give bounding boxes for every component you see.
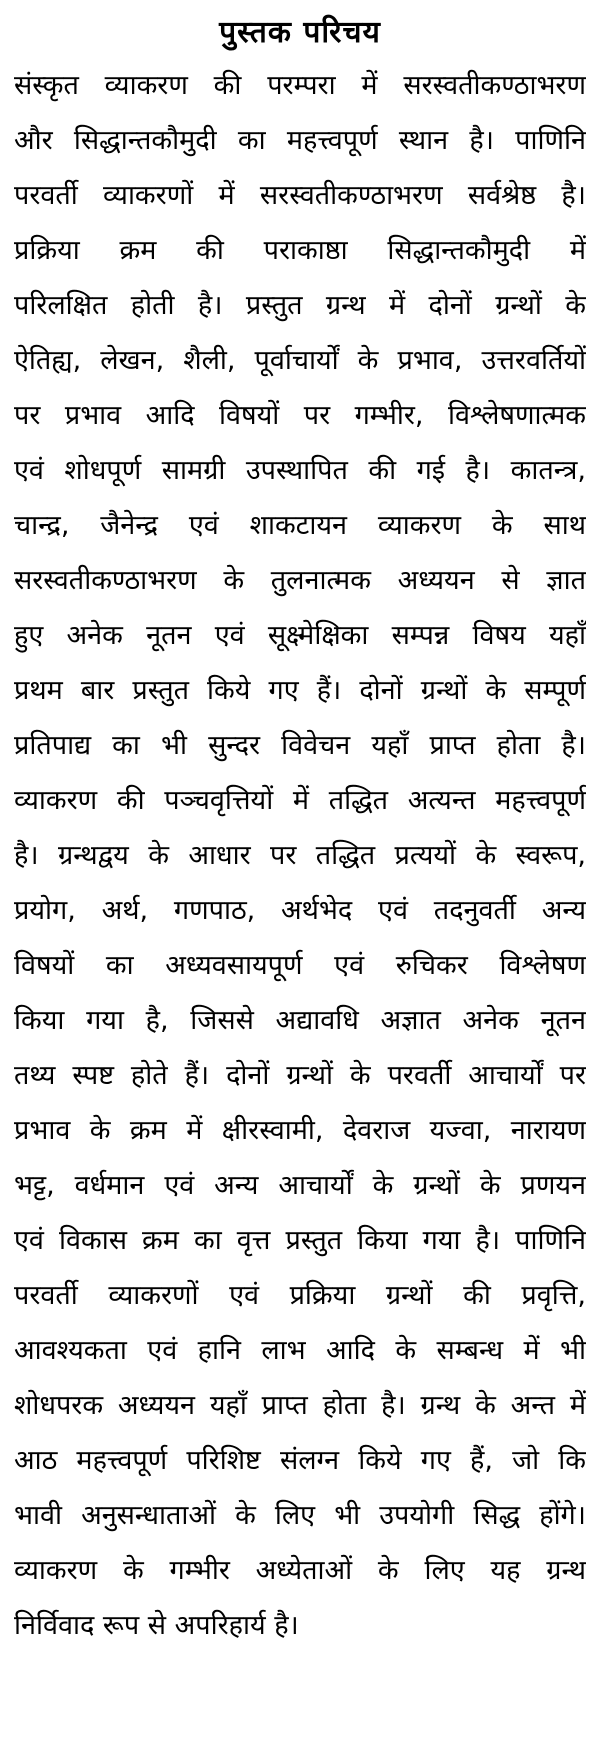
text-line: भट्ट, वर्धमान एवं अन्य आचार्यों के ग्रन्थों के प्रणयन bbox=[14, 1170, 586, 1201]
text-line: प्रयोग, अर्थ, गणपाठ, अर्थभेद एवं तदनुवर्ती अन्य bbox=[14, 895, 586, 926]
text-line: किया गया है, जिससे अद्यावधि अज्ञात अनेक नूतन bbox=[14, 1005, 586, 1036]
body-text bbox=[14, 58, 586, 1653]
text-line: है। ग्रन्थद्वय के आधार पर तद्धित प्रत्ययों के स्वरूप, bbox=[14, 840, 586, 871]
text-line: संस्कृत व्याकरण की परम्परा में सरस्वतीकण्ठाभरण bbox=[14, 70, 586, 101]
text-line: भावी अनुसन्धाताओं के लिए भी उपयोगी सिद्ध होंगे। bbox=[14, 1500, 586, 1531]
text-line: ऐतिह्य, लेखन, शैली, पूर्वाचार्यों के प्रभाव, उत्तरवर्तियों bbox=[14, 345, 586, 376]
text-line: हुए अनेक नूतन एवं सूक्ष्मेक्षिका सम्पन्न विषय यहाँ bbox=[14, 620, 586, 651]
text-line: प्रभाव के क्रम में क्षीरस्वामी, देवराज यज्वा, नारायण bbox=[14, 1115, 586, 1146]
text-line: तथ्य स्पष्ट होते हैं। दोनों ग्रन्थों के परवर्ती आचार्यों पर bbox=[14, 1060, 586, 1091]
page-title: पुस्तक परिचय bbox=[219, 15, 381, 50]
text-line: विषयों का अध्यवसायपूर्ण एवं रुचिकर विश्लेषण bbox=[14, 950, 586, 981]
text-line: चान्द्र, जैनेन्द्र एवं शाकटायन व्याकरण के साथ bbox=[14, 510, 586, 541]
text-line: एवं शोधपूर्ण सामग्री उपस्थापित की गई है। कातन्त्र, bbox=[14, 455, 586, 486]
text-line: सरस्वतीकण्ठाभरण के तुलनात्मक अध्ययन से ज्ञात bbox=[14, 565, 586, 596]
text-line: प्रथम बार प्रस्तुत किये गए हैं। दोनों ग्रन्थों के सम्पूर्ण bbox=[14, 675, 586, 706]
text-line: और सिद्धान्तकौमुदी का महत्त्वपूर्ण स्थान है। पाणिनि bbox=[14, 125, 586, 156]
text-line: परिलक्षित होती है। प्रस्तुत ग्रन्थ में दोनों ग्रन्थों के bbox=[14, 290, 586, 321]
text-line: प्रक्रिया क्रम की पराकाष्ठा सिद्धान्तकौमुदी में bbox=[14, 235, 586, 266]
text-line: शोधपरक अध्ययन यहाँ प्राप्त होता है। ग्रन्थ के अन्त में bbox=[14, 1390, 586, 1421]
text-line: आठ महत्त्वपूर्ण परिशिष्ट संलग्न किये गए हैं, जो कि bbox=[14, 1445, 586, 1476]
text-line: परवर्ती व्याकरणों एवं प्रक्रिया ग्रन्थों की प्रवृत्ति, bbox=[14, 1280, 586, 1311]
text-line: परवर्ती व्याकरणों में सरस्वतीकण्ठाभरण सर्वश्रेष्ठ है। bbox=[14, 180, 586, 211]
text-line: एवं विकास क्रम का वृत्त प्रस्तुत किया गया है। पाणिनि bbox=[14, 1225, 586, 1256]
text-line: पर प्रभाव आदि विषयों पर गम्भीर, विश्लेषणात्मक bbox=[14, 400, 586, 431]
text-line: व्याकरण की पञ्चवृत्तियों में तद्धित अत्यन्त महत्त्वपूर्ण bbox=[14, 785, 586, 816]
text-line: आवश्यकता एवं हानि लाभ आदि के सम्बन्ध में भी bbox=[14, 1335, 586, 1366]
text-line: व्याकरण के गम्भीर अध्येताओं के लिए यह ग्रन्थ bbox=[14, 1555, 586, 1586]
text-line: निर्विवाद रूप से अपरिहार्य है। bbox=[14, 1610, 299, 1641]
text-line: प्रतिपाद्य का भी सुन्दर विवेचन यहाँ प्राप्त होता है। bbox=[14, 730, 586, 761]
